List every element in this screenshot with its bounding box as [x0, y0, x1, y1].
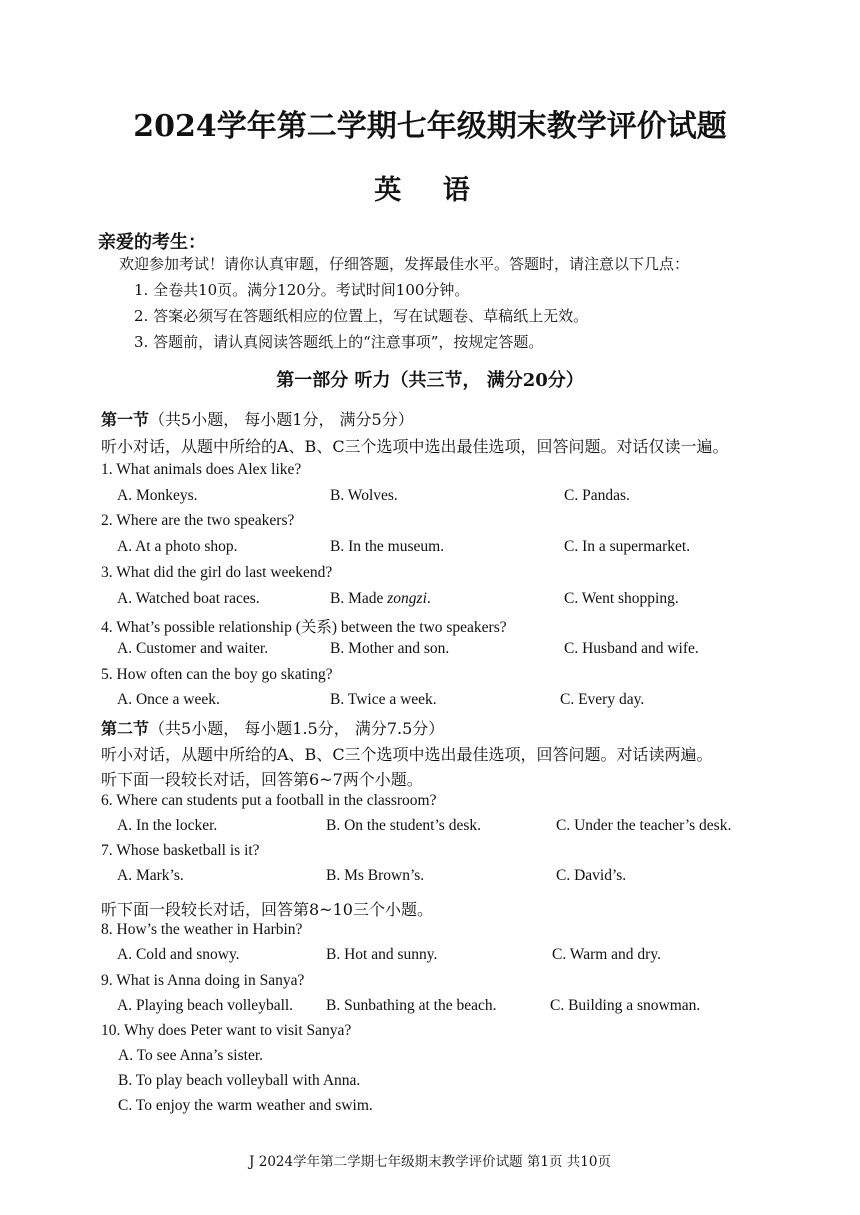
section1-instruction: 听小对话，从题中所给的A、B、C三个选项中选出最佳选项，回答问题。对话仅读一遍。 [101, 437, 729, 456]
notice-item-2: 2. 答案必须写在答题纸相应的位置上，写在试题卷、草稿纸上无效。 [134, 307, 589, 325]
q10-option-c: C. To enjoy the warm weather and swim. [118, 1097, 373, 1114]
q2-option-b: B. In the museum. [330, 538, 445, 555]
section2-sub-instruction-1: 听下面一段较长对话，回答第6~7两个小题。 [101, 770, 423, 789]
q2-option-c: C. In a supermarket. [564, 538, 691, 555]
section2-label: 第二节 [101, 719, 150, 738]
section1-label: 第一节 [101, 410, 150, 429]
q7-option-b: B. Ms Brown’s. [326, 867, 425, 884]
q9-option-c: C. Building a snowman. [550, 997, 701, 1014]
q5-option-c: C. Every day. [560, 691, 645, 708]
subject-title: 英 语 [374, 175, 486, 206]
q2-option-a: A. At a photo shop. [117, 538, 238, 555]
question-8: 8. How’s the weather in Harbin? [101, 921, 303, 938]
q6-option-a: A. In the locker. [117, 817, 218, 834]
question-3: 3. What did the girl do last weekend? [101, 564, 333, 581]
question-1: 1. What animals does Alex like? [101, 461, 302, 478]
q3-option-c: C. Went shopping. [564, 590, 679, 607]
section1-info: （共5小题， 每小题1分， 满分5分） [149, 410, 414, 429]
q4-option-c: C. Husband and wife. [564, 640, 699, 657]
section2-heading [101, 716, 444, 739]
q7-option-c: C. David’s. [556, 867, 627, 884]
q9-option-b: B. Sunbathing at the beach. [326, 997, 497, 1014]
section2-instruction: 听小对话，从题中所给的A、B、C三个选项中选出最佳选项，回答问题。对话读两遍。 [101, 745, 713, 764]
q4-option-b: B. Mother and son. [330, 640, 450, 657]
q3-option-b-italic: zongzi [387, 590, 427, 607]
q8-option-a: A. Cold and snowy. [117, 946, 240, 963]
page-footer: J 2024学年第二学期七年级期末教学评价试题 第1页 共10页 [249, 1154, 611, 1170]
q3-option-a: A. Watched boat races. [117, 590, 260, 607]
question-6: 6. Where can students put a football in the classroom? [101, 792, 437, 809]
q8-option-b: B. Hot and sunny. [326, 946, 438, 963]
question-4: 4. What’s possible relationship (关系) between the two speakers? [101, 619, 507, 636]
notice-item-1: 1. 全卷共10页。满分120分。考试时间100分钟。 [134, 281, 470, 299]
question-2: 2. Where are the two speakers? [101, 512, 295, 529]
q5-option-b: B. Twice a week. [330, 691, 437, 708]
notice-intro: 欢迎参加考试！请你认真审题，仔细答题，发挥最佳水平。答题时，请注意以下几点： [119, 255, 690, 273]
greeting: 亲爱的考生： [98, 232, 206, 253]
q3-option-b-suffix: . [426, 590, 431, 607]
q3-option-b-prefix: B. Made [330, 590, 388, 607]
question-7: 7. Whose basketball is it? [101, 842, 260, 859]
q9-option-a: A. Playing beach volleyball. [117, 997, 294, 1014]
q3-option-b [330, 590, 431, 608]
q1-option-c: C. Pandas. [564, 487, 630, 504]
q1-option-b: B. Wolves. [330, 487, 398, 504]
exam-title: 2024学年第二学期七年级期末教学评价试题 [133, 109, 727, 144]
q10-option-a: A. To see Anna’s sister. [118, 1047, 264, 1064]
q4-option-a: A. Customer and waiter. [117, 640, 269, 657]
section2-info: （共5小题， 每小题1.5分， 满分7.5分） [149, 719, 445, 738]
q10-option-b: B. To play beach volleyball with Anna. [118, 1072, 361, 1089]
question-9: 9. What is Anna doing in Sanya? [101, 972, 305, 989]
section1-heading [101, 407, 414, 430]
question-5: 5. How often can the boy go skating? [101, 666, 333, 683]
notice-item-3: 3. 答题前，请认真阅读答题纸上的“注意事项”，按规定答题。 [134, 333, 544, 351]
q1-option-a: A. Monkeys. [117, 487, 198, 504]
q5-option-a: A. Once a week. [117, 691, 220, 708]
q6-option-c: C. Under the teacher’s desk. [556, 817, 732, 834]
part1-heading: 第一部分 听力（共三节， 满分20分） [276, 370, 584, 391]
question-10: 10. Why does Peter want to visit Sanya? [101, 1022, 352, 1039]
q6-option-b: B. On the student’s desk. [326, 817, 481, 834]
q7-option-a: A. Mark’s. [117, 867, 184, 884]
section2-sub-instruction-2: 听下面一段较长对话，回答第8~10三个小题。 [101, 900, 433, 919]
q8-option-c: C. Warm and dry. [552, 946, 661, 963]
